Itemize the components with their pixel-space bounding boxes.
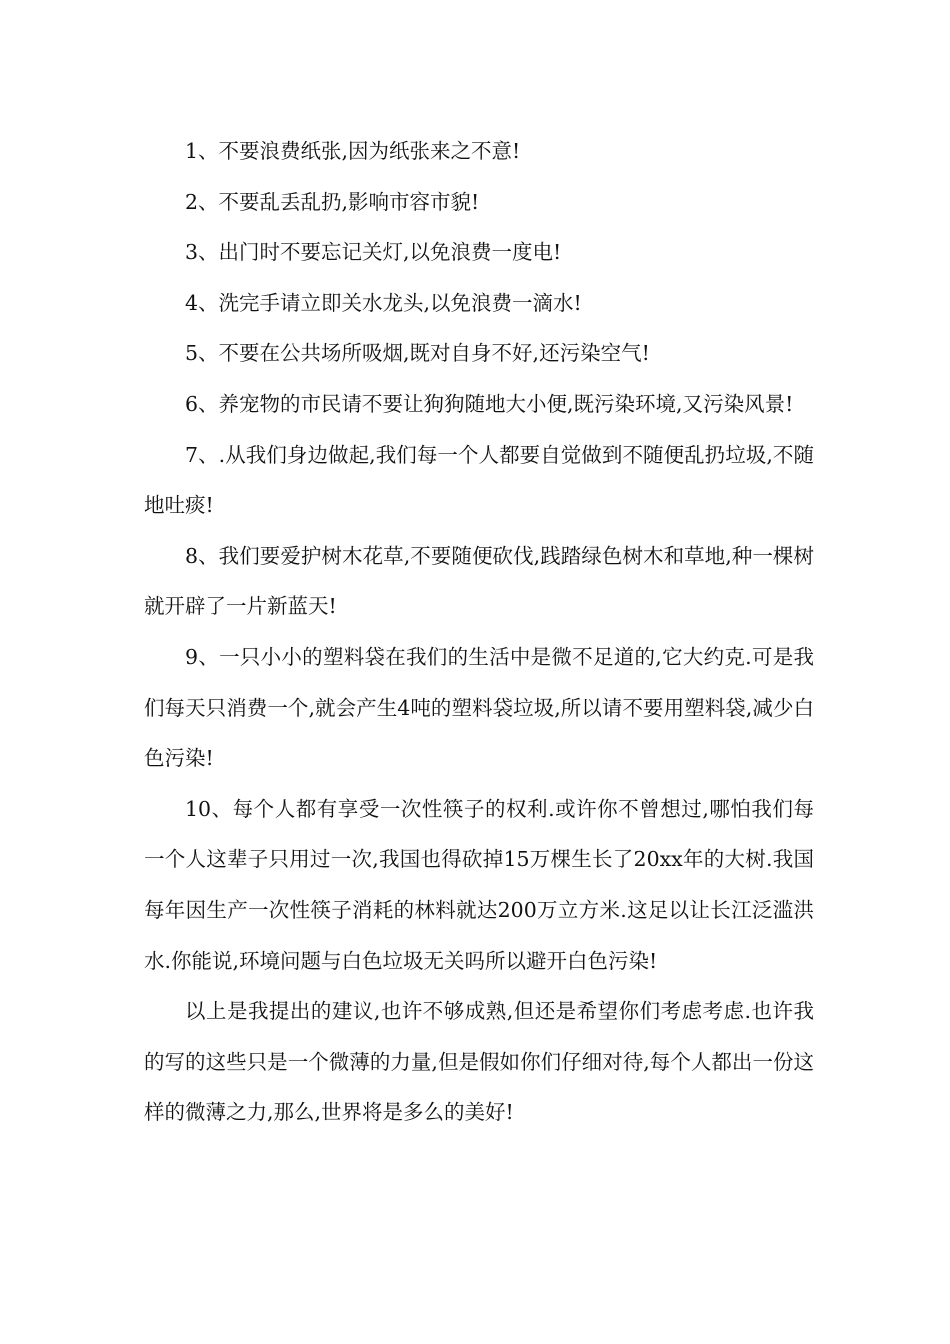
paragraph-9: 9、一只小小的塑料袋在我们的生活中是微不足道的,它大约克.可是我们每天只消费一个,就会产生4吨的塑料袋垃圾,所以请不要用塑料袋,减少白色污染! [144, 644, 814, 771]
paragraph-7: 7、.从我们身边做起,我们每一个人都要自觉做到不随便乱扔垃圾,不随地吐痰! [144, 442, 814, 518]
paragraph-5: 5、不要在公共场所吸烟,既对自身不好,还污染空气! [185, 341, 650, 366]
paragraph-4: 4、洗完手请立即关水龙头,以免浪费一滴水! [185, 290, 582, 315]
paragraph-3: 3、出门时不要忘记关灯,以免浪费一度电! [185, 240, 562, 265]
document-body [144, 126, 814, 1138]
paragraph-1: 1、不要浪费纸张,因为纸张来之不意! [185, 139, 521, 163]
paragraph-10: 10、每个人都有享受一次性筷子的权利.或许你不曾想过,哪怕我们每一个人这辈子只用过一次,我国也得砍掉15万棵生长了20xx年的大树.我国每年因生产一次性筷子消耗的林料就达200万立方米.这足以让长江泛滥洪水.你能说,环境问题与白色垃圾无关吗所以避开白色污染! [144, 796, 814, 973]
paragraph-conclusion: 以上是我提出的建议,也许不够成熟,但还是希望你们考虑考虑.也许我的写的这些只是一个微薄的力量,但是假如你们仔细对待,每个人都出一份这样的微薄之力,那么,世界将是多么的美好! [144, 999, 814, 1125]
paragraph-2: 2、不要乱丢乱扔,影响市容市貌! [185, 189, 480, 214]
paragraph-6: 6、养宠物的市民请不要让狗狗随地大小便,既污染环境,又污染风景! [185, 391, 794, 416]
paragraph-8: 8、我们要爱护树木花草,不要随便砍伐,践踏绿色树木和草地,种一棵树就开辟了一片新蓝天! [144, 543, 814, 619]
